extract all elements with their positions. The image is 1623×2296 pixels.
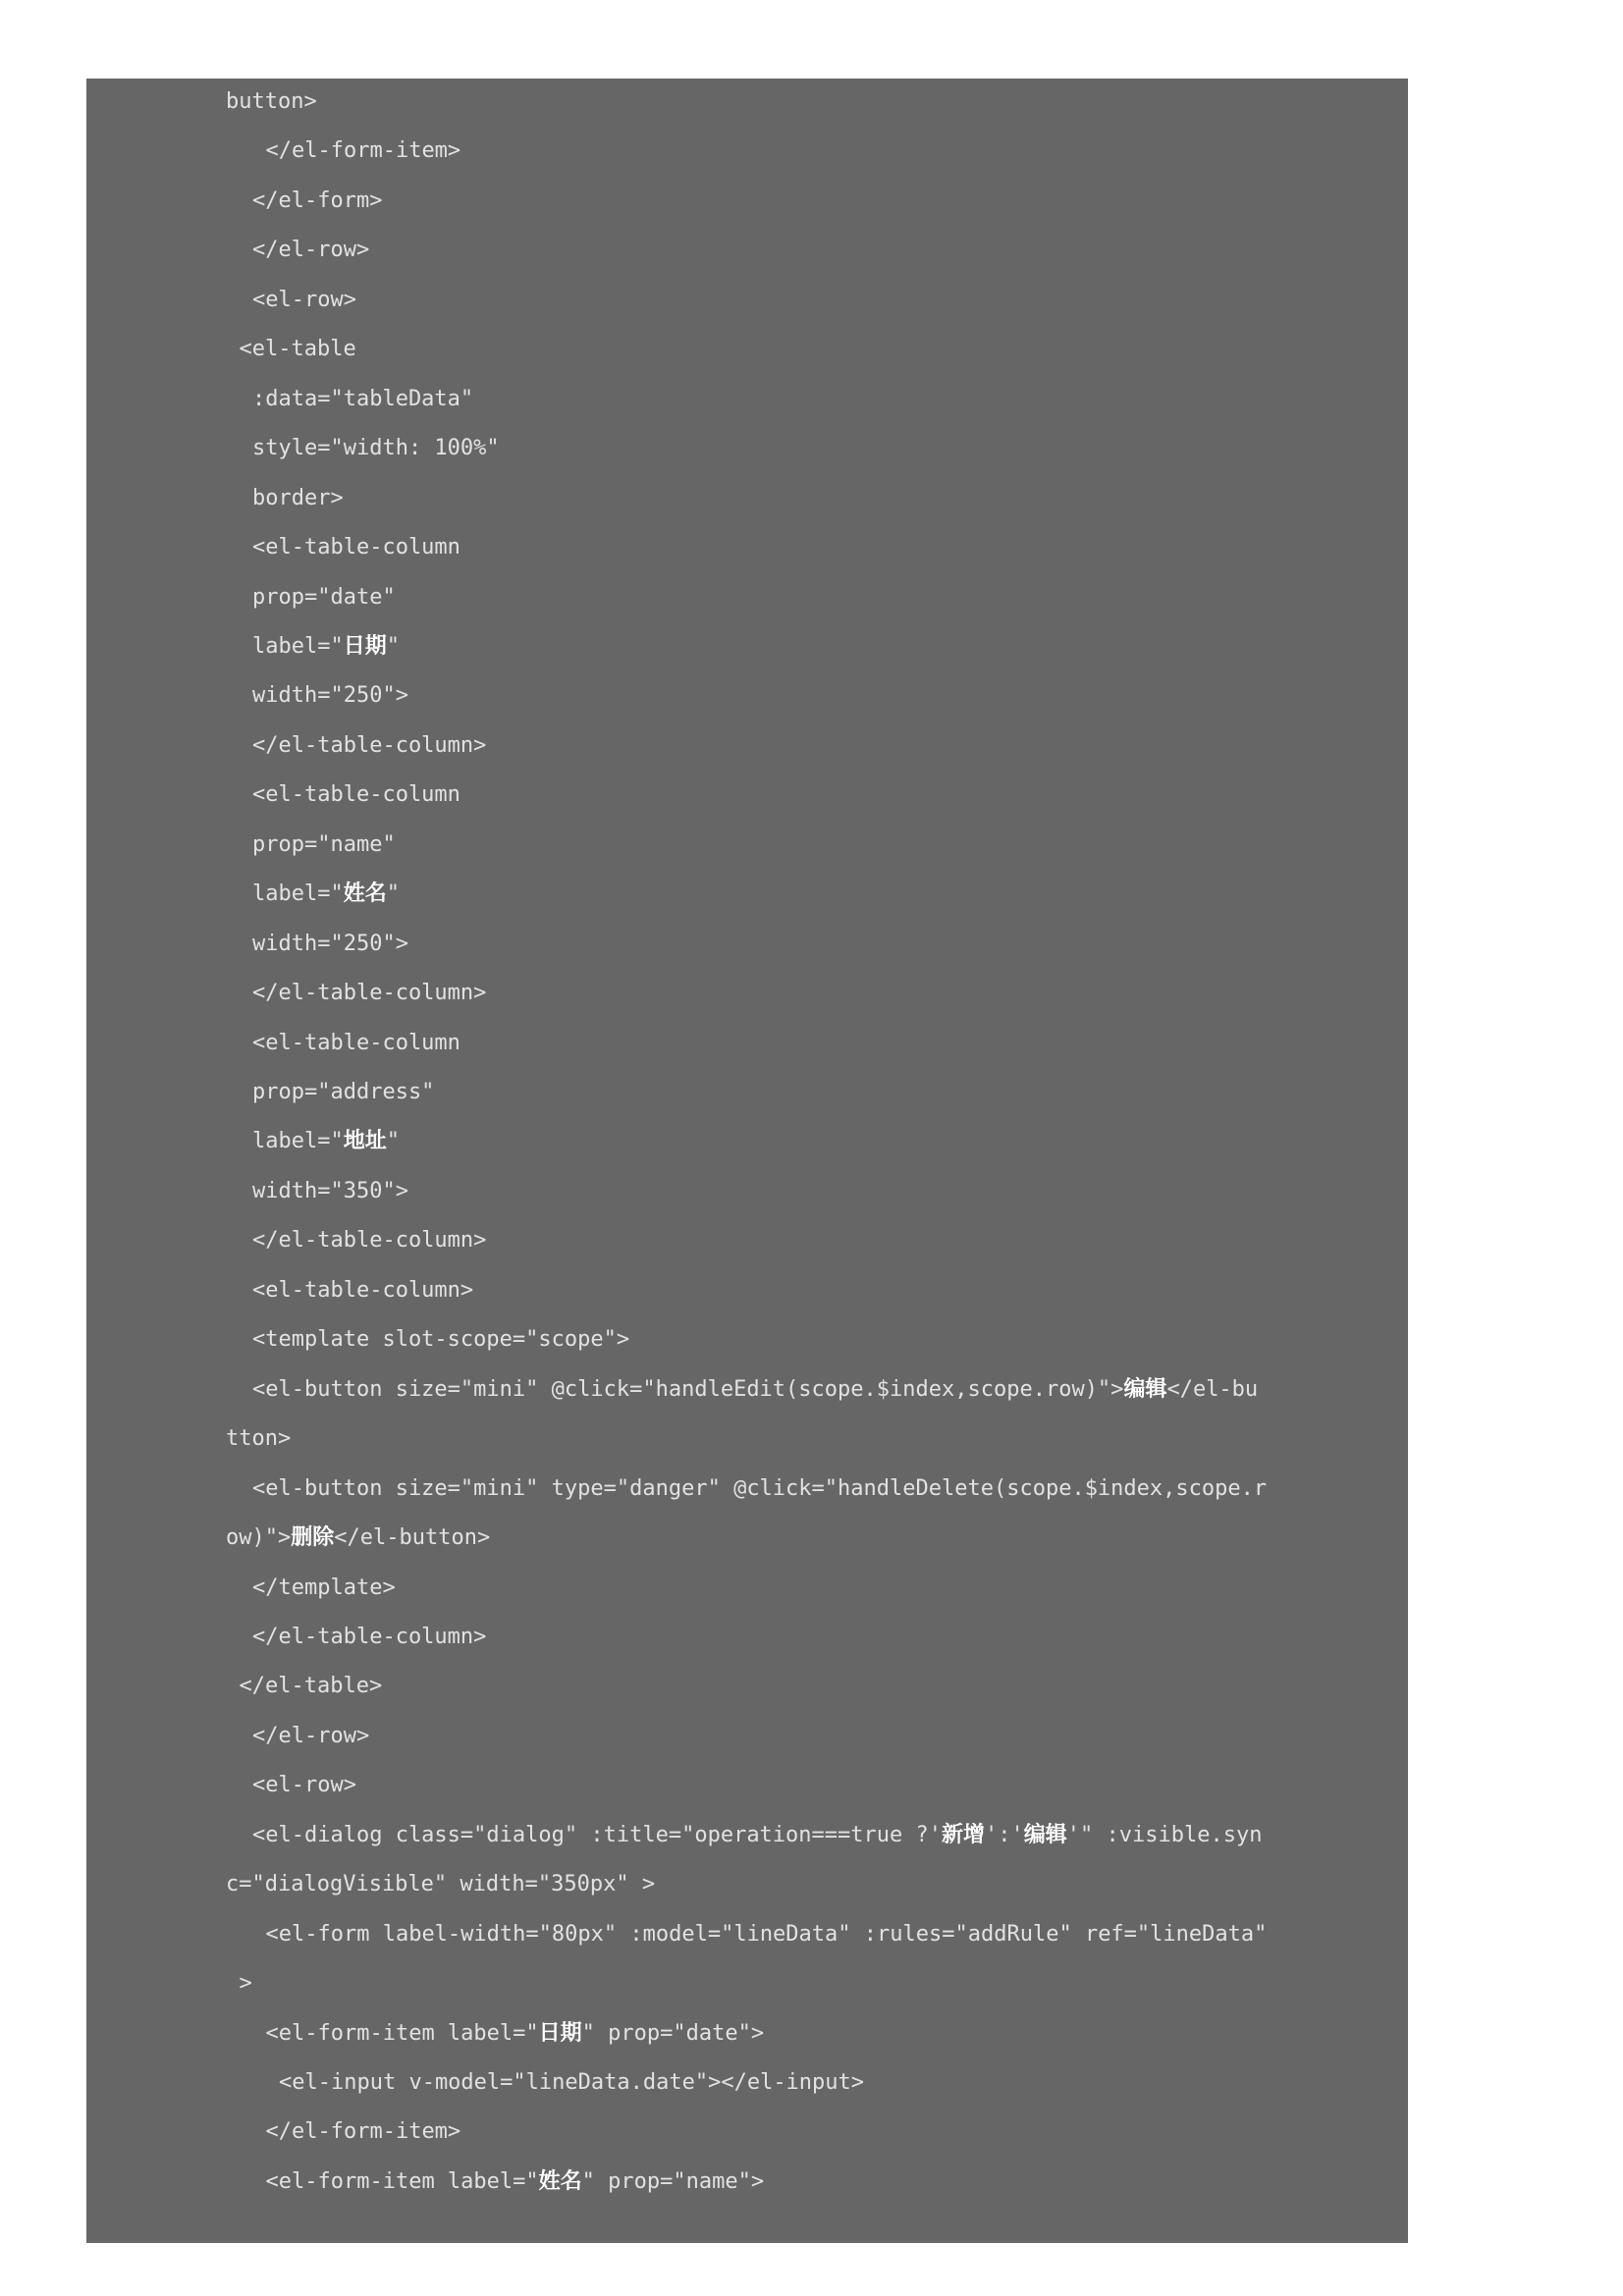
code-line: </el-table-column> xyxy=(252,732,487,758)
code-line: > xyxy=(239,1971,252,1997)
code-line: </el-form-item> xyxy=(265,2119,461,2145)
code-line: </el-row> xyxy=(252,1723,370,1748)
code-line: <el-input v-model="lineData.date"></el-input> xyxy=(279,2070,865,2095)
code-line: </el-form-item> xyxy=(265,138,461,164)
code-line: width="250"> xyxy=(252,683,408,709)
code-line: prop="address" xyxy=(252,1080,435,1104)
code-line: <el-table-column xyxy=(252,782,460,808)
code-line: width="250"> xyxy=(252,931,408,956)
code-panel xyxy=(86,79,1408,2243)
code-line: button> xyxy=(226,89,317,114)
code-line: label="姓名" xyxy=(252,881,400,907)
code-line: width="350"> xyxy=(252,1178,408,1203)
code-line: </el-row> xyxy=(252,238,370,263)
code-line: </template> xyxy=(252,1575,396,1600)
code-line: <el-form-item label="姓名" prop="name"> xyxy=(265,2168,765,2194)
code-line: <el-row> xyxy=(252,1773,356,1798)
code-line: c="dialogVisible" width="350px" > xyxy=(226,1872,656,1897)
code-line: <el-row> xyxy=(252,287,356,312)
code-line: <el-form label-width="80px" :model="lineData" :rules="addRule" ref="lineData" xyxy=(265,1921,1268,1947)
code-line: </el-table-column> xyxy=(252,981,487,1006)
code-line: style="width: 100%" xyxy=(252,436,500,461)
code-line: label="日期" xyxy=(252,633,400,659)
code-line: <el-form-item label="日期" prop="date"> xyxy=(265,2020,765,2046)
code-line: <el-table-column xyxy=(252,1030,460,1055)
code-line: label="地址" xyxy=(252,1129,400,1154)
code-line: </el-form> xyxy=(252,187,383,213)
code-line: :data="tableData" xyxy=(252,386,474,411)
code-line: <template slot-scope="scope"> xyxy=(252,1327,630,1353)
code-line: ow)">删除</el-button> xyxy=(226,1525,491,1551)
code-line: <el-button size="mini" type="danger" @click="handleDelete(scope.$index,scope.r xyxy=(252,1475,1268,1501)
code-line: border> xyxy=(252,485,344,510)
code-line: </el-table-column> xyxy=(252,1624,487,1649)
code-line: <el-dialog class="dialog" :title="operation===true ?'新增':'编辑'" :visible.syn xyxy=(252,1822,1263,1847)
code-line: </el-table> xyxy=(239,1674,383,1699)
code-line: <el-table-column> xyxy=(252,1277,474,1303)
code-line: prop="date" xyxy=(252,584,396,610)
code-line: tton> xyxy=(226,1426,292,1452)
code-line: <el-table-column xyxy=(252,535,460,561)
code-line: prop="name" xyxy=(252,831,396,857)
code-line: <el-table xyxy=(239,337,356,362)
code-line: <el-button size="mini" @click="handleEdit(scope.$index,scope.row)">编辑</el-bu xyxy=(252,1376,1259,1402)
code-line: </el-table-column> xyxy=(252,1228,487,1254)
